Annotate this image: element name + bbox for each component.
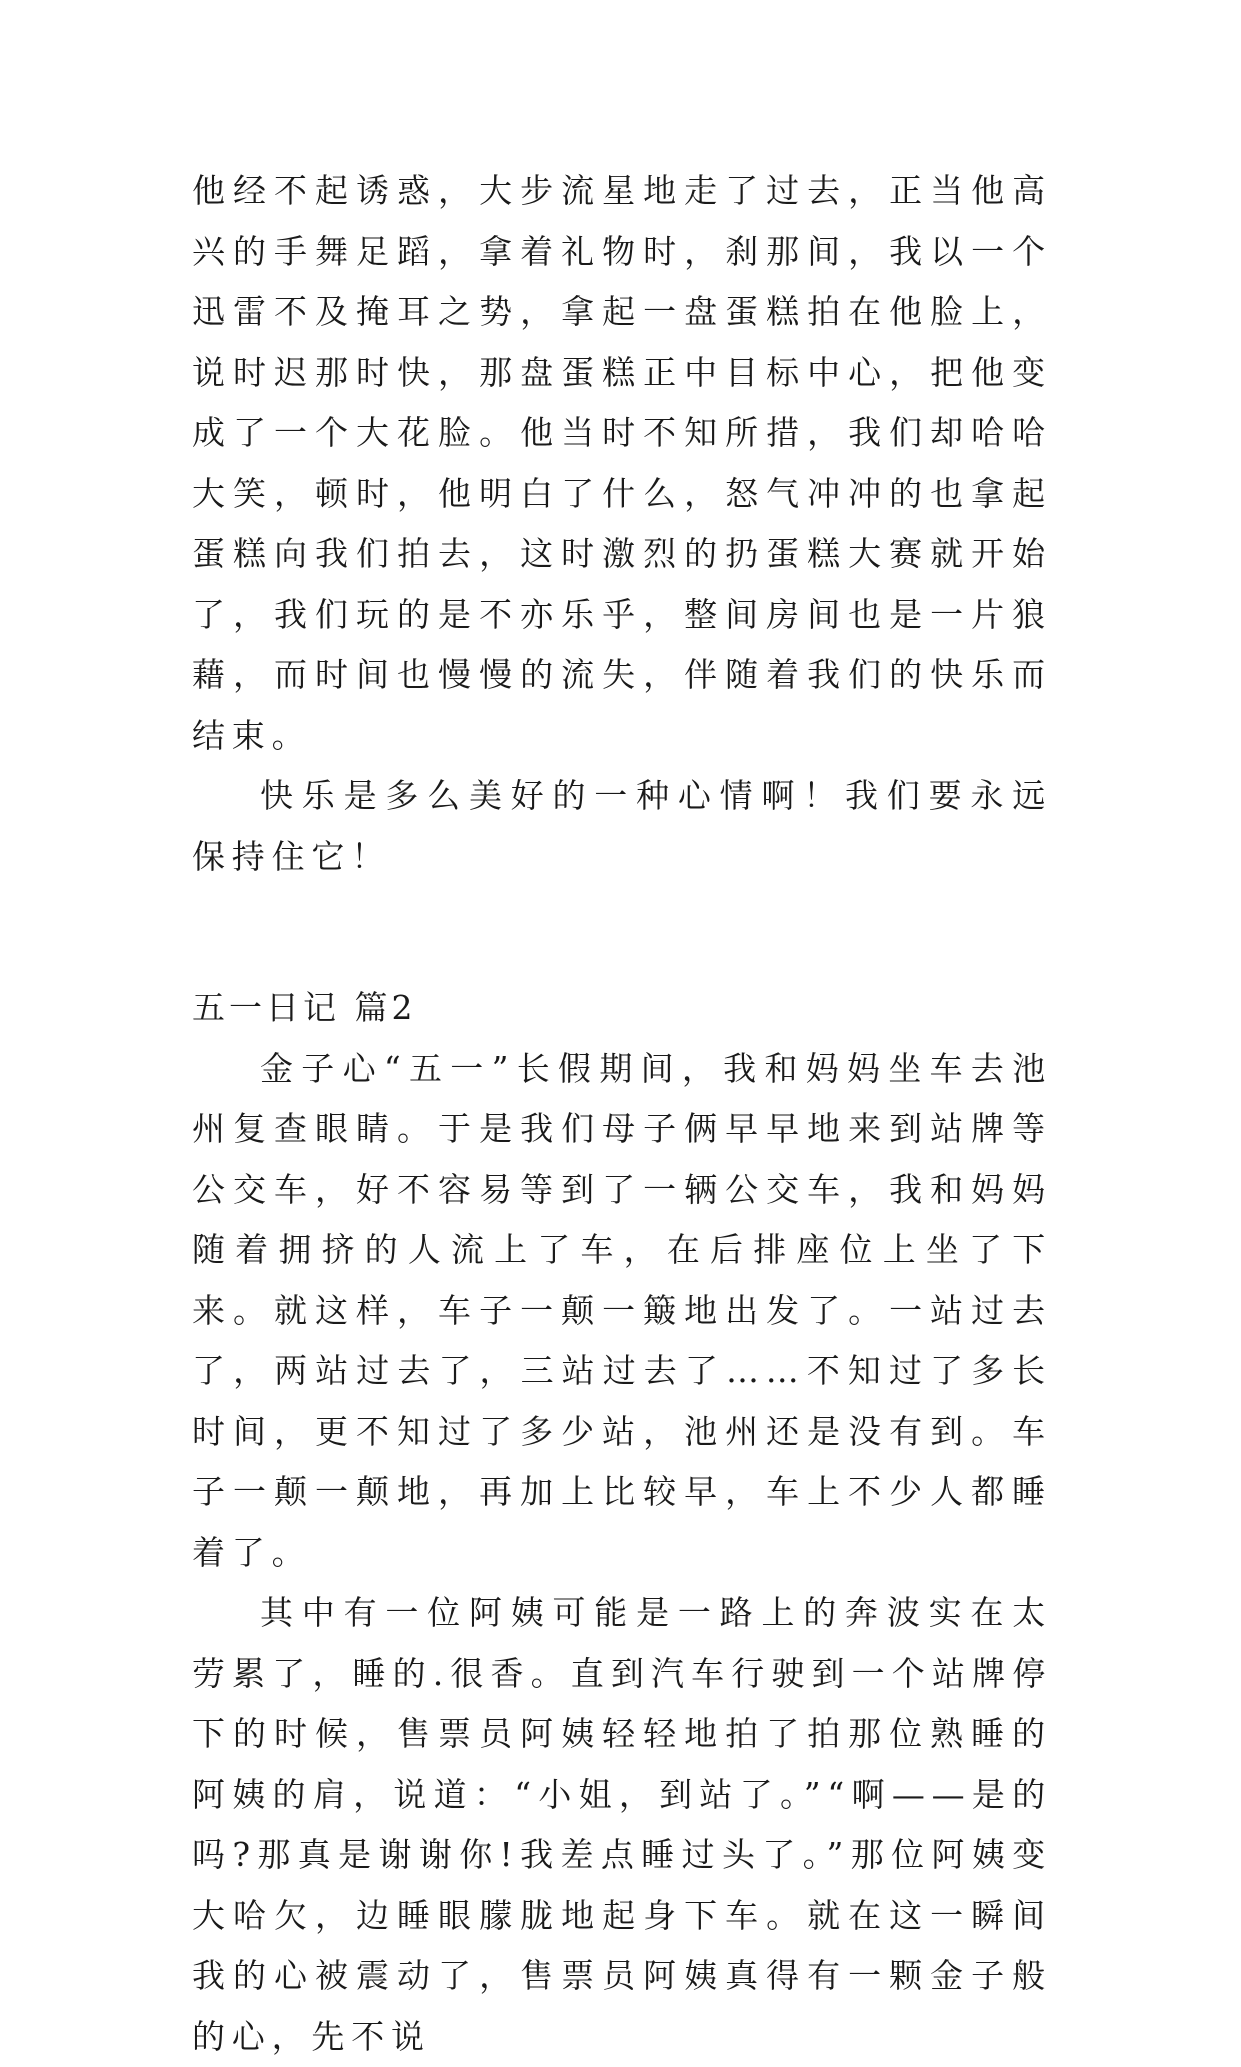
document-body	[192, 161, 1052, 2067]
paragraph-continued: 他经不起诱惑，大步流星地走了过去，正当他高兴的手舞足蹈，拿着礼物时，刹那间，我以一个迅雷不及掩耳之势，拿起一盘蛋糕拍在他脸上，说时迟那时快，那盘蛋糕正中目标中心，把他变成了一个大花脸。他当时不知所措，我们却哈哈大笑，顿时，他明白了什么，怒气冲冲的也拿起蛋糕向我们拍去，这时激烈的扔蛋糕大赛就开始了，我们玩的是不亦乐乎，整间房间也是一片狼藉，而时间也慢慢的流失，伴随着我们的快乐而结束。	[192, 171, 1052, 755]
paragraph: 其中有一位阿姨可能是一路上的奔波实在太劳累了，睡的.很香。直到汽车行驶到一个站牌停下的时候，售票员阿姨轻轻地拍了拍那位熟睡的阿姨的肩，说道：“小姐，到站了。”“啊——是的吗?那真是谢谢你!我差点睡过头了。”那位阿姨变大哈欠，边睡眼朦胧地起身下车。就在这一瞬间我的心被震动了，售票员阿姨真得有一颗金子般的心，先不说	[192, 1593, 1052, 2056]
section-spacer	[192, 947, 1052, 978]
paragraph: 金子心“五一”长假期间，我和妈妈坐车去池州复查眼睛。于是我们母子俩早早地来到站牌等公交车，好不容易等到了一辆公交车，我和妈妈随着拥挤的人流上了车，在后排座位上坐了下来。就这样，车子一颠一簸地出发了。一站过去了，两站过去了，三站过去了……不知过了多长时间，更不知过了多少站，池州还是没有到。车子一颠一颠地，再加上比较早，车上不少人都睡着了。	[192, 1048, 1052, 1572]
paragraph-closing: 快乐是多么美好的一种心情啊！我们要永远保持住它！	[192, 776, 1052, 876]
section-title: 五一日记 篇2	[192, 988, 417, 1027]
